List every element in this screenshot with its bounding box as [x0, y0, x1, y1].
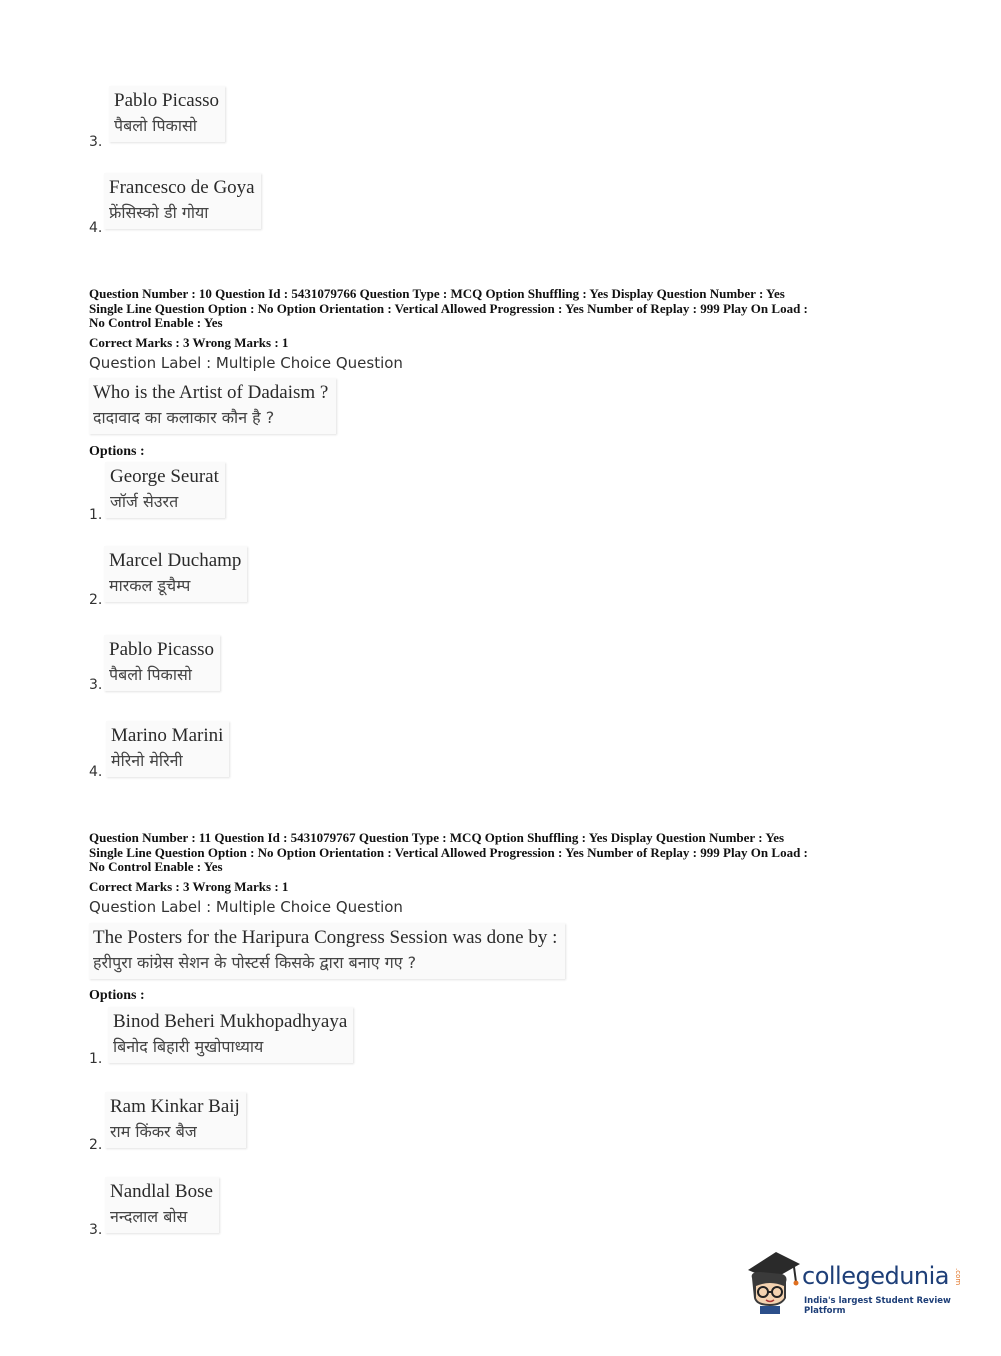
option-text-en: Francesco de Goya: [109, 177, 255, 198]
option-number: 1.: [89, 507, 103, 523]
option-box[interactable]: [104, 546, 247, 602]
option-text-hi: बिनोद बिहारी मुखोपाध्याय: [113, 1037, 264, 1056]
option-text-hi: नन्दलाल बोस: [110, 1207, 188, 1226]
option-number: 4.: [89, 220, 103, 236]
option-box[interactable]: [104, 635, 220, 691]
option-number: 3.: [89, 677, 103, 693]
option-text-hi: पैबलो पिकासो: [114, 116, 197, 135]
option-text-en: George Seurat: [110, 466, 219, 487]
option-text-en: Pablo Picasso: [114, 90, 220, 111]
question-label: Question Label : Multiple Choice Question: [89, 354, 403, 372]
mascot-icon: [742, 1248, 804, 1314]
collegedunia-logo: [742, 1248, 972, 1318]
meta-line: Single Line Question Option : No Option Orientation : Vertical Allowed Progression : Yes Number of Replay : 999 Play On Load :: [89, 300, 808, 316]
option-text-hi: पैबलो पिकासो: [109, 665, 192, 684]
option-text-hi: मेरिनो मेरिनी: [111, 751, 183, 770]
option-number: 2.: [89, 592, 103, 608]
options-label: Options :: [89, 444, 145, 459]
option-text-hi: राम किंकर बैज: [110, 1122, 197, 1141]
option-text-en: Marino Marini: [111, 725, 224, 746]
option-box: [109, 86, 225, 142]
question-meta: [89, 831, 909, 875]
option-box[interactable]: [106, 721, 229, 777]
option-text-en: Nandlal Bose: [110, 1181, 213, 1202]
option-number: 2.: [89, 1137, 103, 1153]
option-text-en: Pablo Picasso: [109, 639, 215, 660]
option-text-hi: मारकल डूचैम्प: [109, 576, 191, 595]
question-text-en: The Posters for the Haripura Congress Session was done by :: [93, 927, 558, 948]
option-box[interactable]: [108, 1007, 353, 1063]
question-box: [89, 923, 565, 979]
option-text-hi: फ्रेंसिस्को डी गोया: [109, 203, 209, 222]
option-text-en: Binod Beheri Mukhopadhyaya: [113, 1011, 348, 1032]
option-number: 1.: [89, 1051, 103, 1067]
question-box: [89, 378, 336, 434]
option-number: 3.: [89, 134, 103, 150]
question-meta: [89, 287, 909, 331]
option-text-en: Marcel Duchamp: [109, 550, 242, 571]
meta-line: Question Number : 10 Question Id : 5431079766 Question Type : MCQ Option Shuffling : Yes Display Question Number : Yes: [89, 286, 785, 301]
meta-line: No Control Enable : Yes: [89, 315, 223, 330]
question-text-hi: दादावाद का कलाकार कौन है ?: [93, 408, 275, 427]
logo-brand: collegedunia: [802, 1262, 950, 1290]
options-label: Options :: [89, 988, 145, 1003]
question-marks: Correct Marks : 3 Wrong Marks : 1: [89, 335, 289, 350]
option-number: 4.: [89, 764, 103, 780]
question-text-hi: हरीपुरा कांग्रेस सेशन के पोस्टर्स किसके द्वारा बनाए गए ?: [93, 953, 417, 972]
option-box: [104, 173, 261, 229]
logo-tagline: India's largest Student Review Platform: [804, 1296, 951, 1316]
option-text-hi: जॉर्ज सेउरत: [110, 492, 179, 511]
option-number: 3.: [89, 1222, 103, 1238]
question-label: Question Label : Multiple Choice Question: [89, 898, 403, 916]
question-marks: Correct Marks : 3 Wrong Marks : 1: [89, 879, 289, 894]
logo-suffix: .com: [954, 1268, 962, 1286]
meta-line: Question Number : 11 Question Id : 5431079767 Question Type : MCQ Option Shuffling : Yes Display Question Number : Yes: [89, 830, 785, 845]
option-box[interactable]: [105, 1092, 246, 1148]
option-text-en: Ram Kinkar Baij: [110, 1096, 240, 1117]
option-box[interactable]: [105, 462, 225, 518]
question-text-en: Who is the Artist of Dadaism ?: [93, 382, 329, 403]
meta-line: Single Line Question Option : No Option Orientation : Vertical Allowed Progression : Yes Number of Replay : 999 Play On Load :: [89, 844, 808, 860]
meta-line: No Control Enable : Yes: [89, 859, 223, 874]
option-box[interactable]: [105, 1177, 219, 1233]
